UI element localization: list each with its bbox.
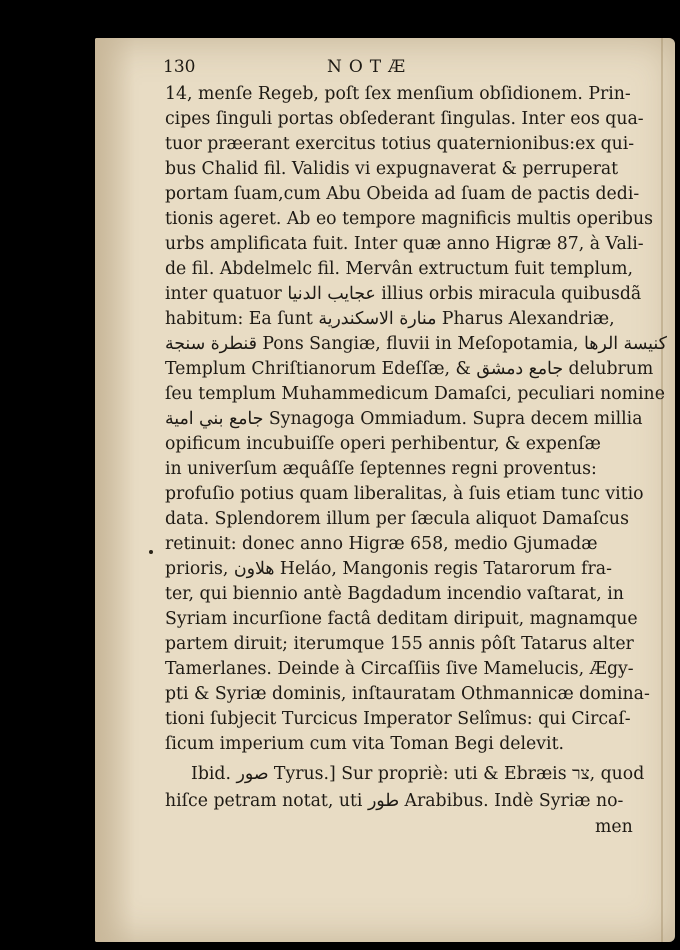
text-line: 14, menſe Regeb, poſt ſex menſium obſidionem. Prin- — [165, 84, 631, 104]
text-line: habitum: Ea ſunt منارة الاسكندرية Pharus Alexandriæ, — [165, 309, 615, 329]
text-line: prioris, هلاون Heláo, Mangonis regis Tatarorum fra- — [165, 559, 612, 579]
book-page — [95, 38, 675, 942]
text-line: in univerſum æquâſſe ſeptennes regni proventus: — [165, 459, 597, 479]
text-line: cipes ſinguli portas obſederant ſingulas. Inter eos qua- — [165, 109, 644, 129]
page-edge-crease — [661, 38, 663, 942]
page-gutter-shadow — [95, 38, 135, 942]
text-line: Templum Chriſtianorum Edeſſæ, & جامع دمشق delubrum — [165, 359, 654, 379]
text-line: tuor præerant exercitus totius quaternionibus:ex qui- — [165, 134, 635, 154]
text-line: Ibid. صور Tyrus.] Sur propriè: uti & Ebræis צר, quod — [191, 764, 645, 784]
text-line: Tamerlanes. Deinde à Circaſſiis ſive Mamelucis, Ægy- — [165, 659, 634, 679]
catchword: men — [595, 817, 633, 837]
text-line: portam ſuam,cum Abu Obeida ad ſuam de pactis dedi- — [165, 184, 640, 204]
running-title: NOTÆ — [327, 57, 413, 77]
text-line: de fil. Abdelmelc fil. Mervân extructum fuit templum, — [165, 259, 633, 279]
text-line: ter, qui biennio antè Bagdadum incendio vaſtarat, in — [165, 584, 624, 604]
text-line: ſicum imperium cum vita Toman Begi delevit. — [165, 734, 565, 754]
text-line: hiſce petram notat, uti طور Arabibus. Indè Syriæ no- — [165, 791, 624, 811]
text-line: retinuit: donec anno Higræ 658, medio Gjumadæ — [165, 534, 598, 554]
text-line: opificum incubuiſſe operi perhibentur, & expenſæ — [165, 434, 601, 454]
text-line: bus Chalid fil. Validis vi expugnaverat & perruperat — [165, 159, 619, 179]
text-line: data. Splendorem illum per ſæcula aliquot Damaſcus — [165, 509, 629, 529]
text-line: urbs amplificata fuit. Inter quæ anno Higræ 87, à Vali- — [165, 234, 644, 254]
text-line: tioni ſubjecit Turcicus Imperator Selîmus: qui Circaſ- — [165, 709, 631, 729]
text-line: profuſio potius quam liberalitas, à ſuis etiam tunc vitio — [165, 484, 644, 504]
text-line: ſeu templum Muhammedicum Damaſci, peculiari nomine — [165, 384, 665, 404]
text-line: partem diruit; iterumque 155 annis pôſt Tatarus alter — [165, 634, 634, 654]
text-line: inter quatuor عجايب الدنيا illius orbis miracula quibusdã — [165, 284, 642, 304]
text-line: جامع بني امية Synagoga Ommiadum. Supra decem millia — [165, 409, 643, 429]
text-line: pti & Syriæ dominis, inſtauratam Othmannicæ domina- — [165, 684, 650, 704]
page-number: 130 — [163, 57, 196, 77]
text-line: قنطرة سنجة Pons Sangiæ, fluvii in Meſopotamia, كنيسة الرها — [165, 334, 667, 354]
text-line: Syriam incurſione factâ deditam diripuit, magnamque — [165, 609, 638, 629]
margin-mark — [149, 550, 153, 554]
text-line: tionis ageret. Ab eo tempore magnificis multis operibus — [165, 209, 653, 229]
